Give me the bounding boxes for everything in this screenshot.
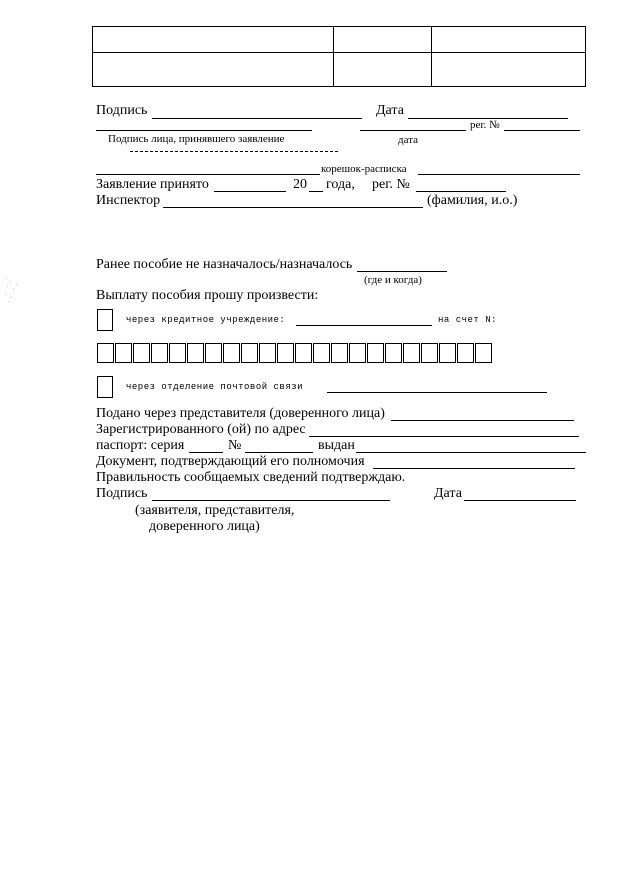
confirm-text: Правильность сообщаемых сведений подтверждаю.	[96, 470, 406, 485]
account-label: на счет N:	[438, 315, 498, 325]
reg-no-field[interactable]	[504, 130, 580, 131]
accepted-label: Заявление принято	[96, 177, 209, 192]
account-digit-cell[interactable]	[457, 343, 474, 363]
account-number-cells	[97, 343, 493, 363]
credit-institution-field[interactable]	[296, 325, 432, 326]
signer-hint-line1: (заявителя, представителя,	[135, 503, 295, 518]
account-digit-cell[interactable]	[295, 343, 312, 363]
final-signature-label: Подпись	[96, 486, 148, 501]
date-caption: дата	[398, 134, 419, 146]
stub-name-field[interactable]	[96, 174, 320, 175]
cut-line	[130, 151, 338, 152]
table-cell[interactable]	[334, 27, 432, 53]
account-digit-cell[interactable]	[439, 343, 456, 363]
stub-title: корешок-расписка	[321, 163, 407, 175]
passport-series-field[interactable]	[189, 452, 223, 453]
authority-doc-label: Документ, подтверждающий его полномочия	[96, 454, 365, 469]
stub-field[interactable]	[418, 174, 580, 175]
account-digit-cell[interactable]	[349, 343, 366, 363]
passport-series-label: паспорт: серия	[96, 438, 185, 453]
issued-field[interactable]	[356, 452, 586, 453]
signer-caption: Подпись лица, принявшего заявление	[108, 133, 285, 145]
account-digit-cell[interactable]	[421, 343, 438, 363]
table-cell[interactable]	[334, 53, 432, 87]
account-digit-cell[interactable]	[475, 343, 492, 363]
year-prefix: 20	[293, 177, 307, 192]
signature-field[interactable]	[152, 118, 362, 119]
inspector-hint: (фамилия, и.о.)	[427, 193, 518, 208]
post-office-checkbox[interactable]	[97, 376, 113, 398]
account-digit-cell[interactable]	[313, 343, 330, 363]
date-field-2[interactable]	[360, 130, 466, 131]
top-table	[92, 26, 586, 87]
reg-no-label: рег. №	[470, 119, 500, 131]
signer-name-field[interactable]	[96, 130, 312, 131]
passport-number-field[interactable]	[245, 452, 313, 453]
post-office-label: через отделение почтовой связи	[126, 382, 304, 392]
table-cell[interactable]	[432, 53, 586, 87]
table-cell[interactable]	[432, 27, 586, 53]
final-signature-field[interactable]	[152, 500, 390, 501]
credit-institution-label: через кредитное учреждение:	[126, 315, 286, 325]
account-digit-cell[interactable]	[223, 343, 240, 363]
account-digit-cell[interactable]	[151, 343, 168, 363]
signature-label: Подпись	[96, 103, 148, 118]
account-digit-cell[interactable]	[97, 343, 114, 363]
account-digit-cell[interactable]	[115, 343, 132, 363]
final-date-field[interactable]	[464, 500, 576, 501]
signer-hint-line2: доверенного лица)	[149, 519, 260, 534]
issued-label: выдан	[318, 438, 355, 453]
account-digit-cell[interactable]	[241, 343, 258, 363]
table-cell[interactable]	[93, 27, 334, 53]
year-suffix: года,	[326, 177, 355, 192]
final-date-label: Дата	[434, 486, 462, 501]
year-field[interactable]	[309, 191, 323, 192]
previous-benefit-field[interactable]	[357, 271, 447, 272]
previous-benefit-hint: (где и когда)	[364, 274, 422, 286]
account-digit-cell[interactable]	[403, 343, 420, 363]
stub-reg-no-field[interactable]	[416, 191, 506, 192]
date-label: Дата	[376, 103, 404, 118]
account-digit-cell[interactable]	[169, 343, 186, 363]
registered-address-label: Зарегистрированного (ой) по адрес	[96, 422, 306, 437]
table-cell[interactable]	[93, 53, 334, 87]
representative-field[interactable]	[391, 420, 574, 421]
previous-benefit-label: Ранее пособие не назначалось/назначалось	[96, 257, 353, 272]
account-digit-cell[interactable]	[187, 343, 204, 363]
representative-label: Подано через представителя (доверенного лица)	[96, 406, 385, 421]
accepted-date-field[interactable]	[214, 191, 286, 192]
credit-institution-checkbox[interactable]	[97, 309, 113, 331]
post-office-field[interactable]	[327, 392, 547, 393]
account-digit-cell[interactable]	[331, 343, 348, 363]
passport-number-label: №	[228, 438, 242, 453]
scan-specks	[4, 276, 34, 306]
inspector-field[interactable]	[163, 207, 423, 208]
account-digit-cell[interactable]	[367, 343, 384, 363]
stub-reg-no-label: рег. №	[372, 177, 410, 192]
account-digit-cell[interactable]	[277, 343, 294, 363]
inspector-label: Инспектор	[96, 193, 161, 208]
authority-doc-field[interactable]	[373, 468, 575, 469]
registered-address-field[interactable]	[309, 436, 579, 437]
account-digit-cell[interactable]	[205, 343, 222, 363]
account-digit-cell[interactable]	[259, 343, 276, 363]
account-digit-cell[interactable]	[385, 343, 402, 363]
payment-request-label: Выплату пособия прошу произвести:	[96, 288, 319, 303]
account-digit-cell[interactable]	[133, 343, 150, 363]
